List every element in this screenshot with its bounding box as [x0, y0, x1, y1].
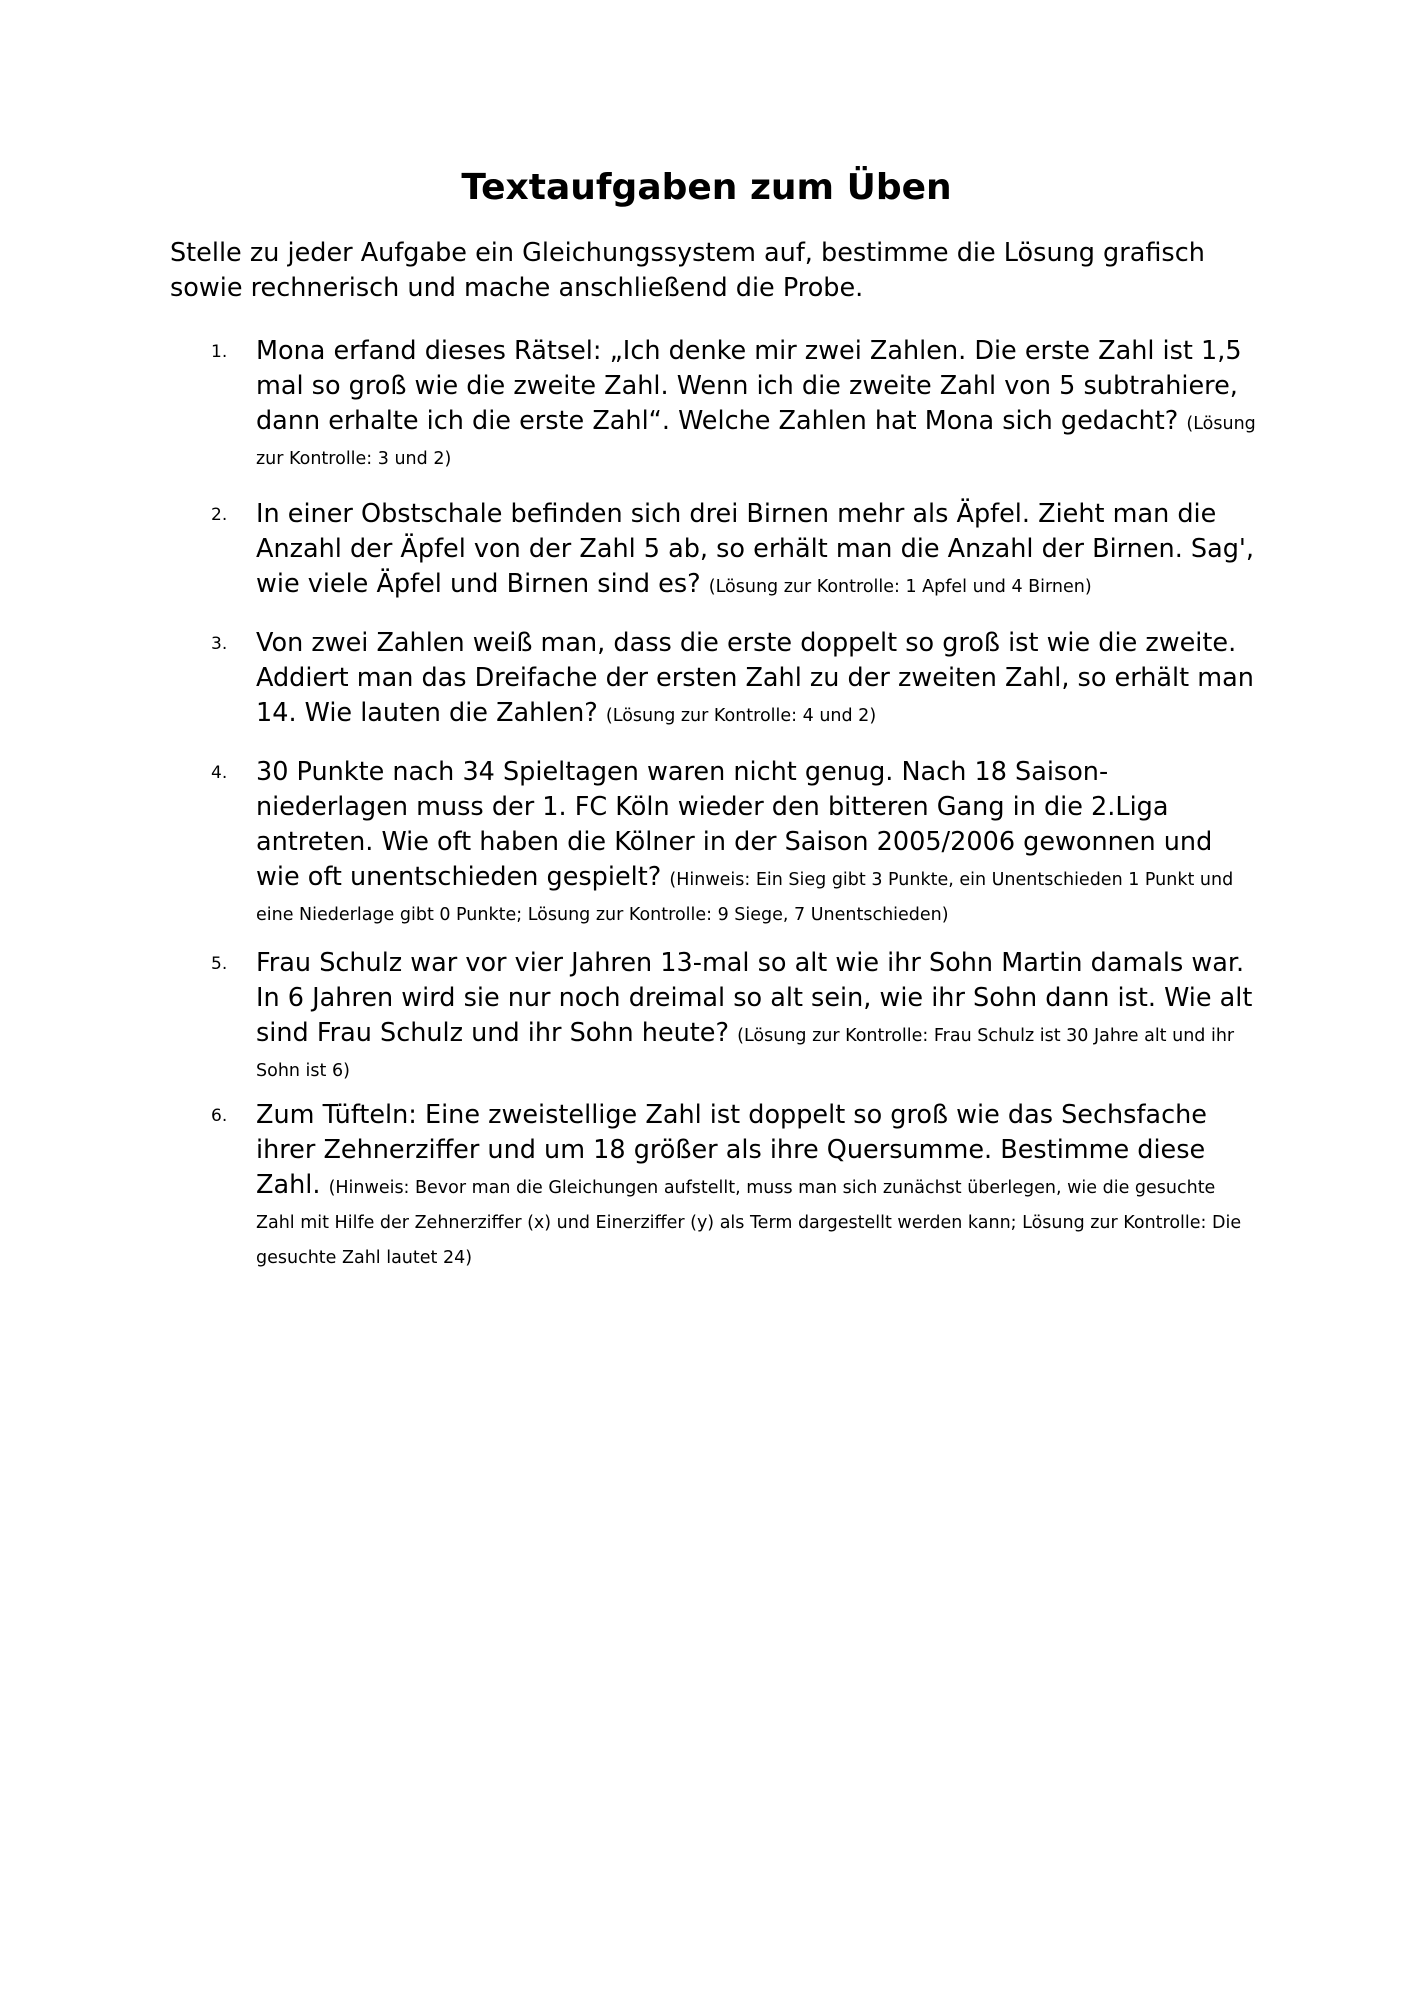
task-hint: (Hinweis: Bevor man die Gleichungen aufstellt, muss man sich zunächst überlegen, wie die gesuchte Zahl mit Hilfe der Zehnerziffer (x) und Einerziffer (y) als Term dargestellt werden kann; Lösung zur Kontrolle: Die gesuchte Zahl lautet 24) — [256, 1178, 1242, 1268]
task-number: 4. — [211, 763, 228, 783]
task-question: Mona erfand dieses Rätsel: „Ich denke mir zwei Zahlen. Die erste Zahl ist 1,5 mal so groß wie die zweite Zahl. Wenn ich die zweite Zahl von 5 subtrahiere, dann erhalte ich die erste Zahl“. Welche Zahlen hat Mona sich gedacht? — [256, 336, 1242, 436]
task-text — [256, 334, 1256, 474]
page-title: Textaufgaben zum Üben — [461, 167, 952, 208]
task-text — [256, 755, 1256, 930]
task-hint: (Lösung zur Kontrolle: Frau Schulz ist 30 Jahre alt und ihr Sohn ist 6) — [256, 1026, 1235, 1081]
task-hint: (Lösung zur Kontrolle: 1 Apfel und 4 Birnen) — [708, 577, 1092, 597]
task-hint: (Lösung zur Kontrolle: 3 und 2) — [256, 414, 1256, 469]
task-number: 2. — [211, 505, 228, 525]
task-text — [256, 626, 1256, 731]
task-hint: (Hinweis: Ein Sieg gibt 3 Punkte, ein Unentschieden 1 Punkt und eine Niederlage gibt 0 Punkte; Lösung zur Kontrolle: 9 Siege, 7 Unentschieden) — [256, 870, 1234, 925]
task-text — [256, 497, 1256, 602]
task-question: Von zwei Zahlen weiß man, dass die erste doppelt so groß ist wie die zweite. Addiert man das Dreifache der ersten Zahl zu der zweiten Zahl, so erhält man 14. Wie lauten die Zahlen? — [256, 628, 1254, 728]
intro-paragraph: Stelle zu jeder Aufgabe ein Gleichungssystem auf, bestimme die Lösung grafisch sowie rechnerisch und mache anschließend die Probe. — [170, 238, 1205, 303]
task-question: In einer Obstschale befinden sich drei Birnen mehr als Äpfel. Zieht man die Anzahl der Äpfel von der Zahl 5 ab, so erhält man die Anzahl der Birnen. Sag', wie viele Äpfel und Birnen sind es? — [256, 499, 1255, 599]
task-text — [256, 946, 1256, 1086]
task-question: 30 Punkte nach 34 Spieltagen waren nicht genug. Nach 18 Saison-niederlagen muss der 1. FC Köln wieder den bitteren Gang in die 2.Liga antreten. Wie oft haben die Kölner in der Saison 2005/2006 gewonnen und wie oft unentschieden gespielt? — [256, 757, 1213, 892]
task-hint: (Lösung zur Kontrolle: 4 und 2) — [605, 706, 877, 726]
task-number: 1. — [211, 342, 228, 362]
task-question: Zum Tüfteln: Eine zweistellige Zahl ist doppelt so groß wie das Sechsfache ihrer Zehnerziffer und um 18 größer als ihre Quersumme. Bestimme diese Zahl. — [256, 1100, 1207, 1200]
task-number: 6. — [211, 1106, 228, 1126]
task-text — [256, 1098, 1256, 1273]
task-question: Frau Schulz war vor vier Jahren 13-mal so alt wie ihr Sohn Martin damals war. In 6 Jahren wird sie nur noch dreimal so alt sein, wie ihr Sohn dann ist. Wie alt sind Frau Schulz und ihr Sohn heute? — [256, 948, 1253, 1048]
task-number: 5. — [211, 954, 228, 974]
task-number: 3. — [211, 634, 228, 654]
